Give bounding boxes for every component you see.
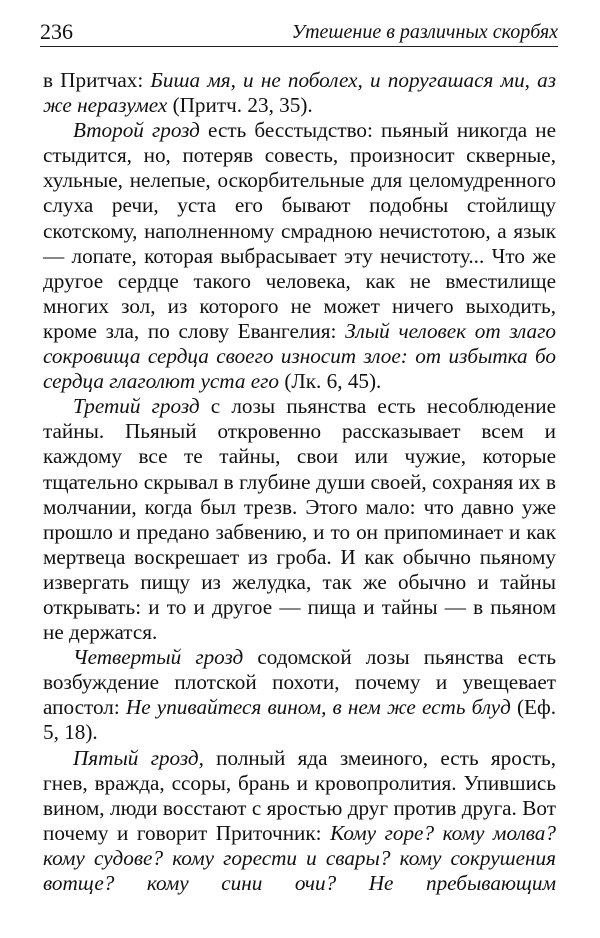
emphasis-term: Пятый грозд, xyxy=(73,745,204,770)
body-text xyxy=(43,68,556,921)
text-run: полный яда змеиного, есть ярость, гнев, вражда, ссоры, брань и кровопролития. Упившись вином, люди восстают с яростью друг против друга. Вот почему и говорит Приточник: xyxy=(43,745,556,845)
text-run: содомской лозы пьянства есть возбуждение плотской похоти, почему и увещевает апостол: xyxy=(43,645,556,720)
paragraph-3 xyxy=(43,394,556,645)
running-header xyxy=(40,10,558,47)
scripture-quote: Кому горе? кому молва? кому судове? кому горести и свары? кому сокрушения вотще? кому сини очи? Не пребывающим xyxy=(43,820,556,895)
citation: (Притч. 23, 35). xyxy=(167,93,313,118)
paragraph-4 xyxy=(43,645,556,745)
page-number: 236 xyxy=(40,19,73,44)
citation: (Лк. 6, 45). xyxy=(279,369,382,394)
text-run: есть бесстыдство: пьяный никогда не стыдится, но, потеряв совесть, произносит скверные, хульные, нелепые, оскорбительные для целомудренного слуха речи, уста его бывают подобны стойлищу скотскому, наполненному смрадною нечистотою, а язык — лопате, которая выбрасывает эту нечистоту... Что же другое сердце такого человека, как не вместилище многих зол, из которого не может ничего выходить, кроме зла, по слову Евангелия: xyxy=(43,118,556,343)
paragraph-1 xyxy=(43,68,556,118)
text-run: в Притчах: xyxy=(43,68,151,92)
emphasis-term: Второй грозд xyxy=(73,118,200,143)
paragraph-2 xyxy=(43,118,556,394)
running-title: Утешение в различных скорбях xyxy=(291,21,558,43)
emphasis-term: Четвертый грозд xyxy=(73,645,244,670)
emphasis-term: Третий грозд xyxy=(73,394,200,419)
citation: (Еф. 5, 18). xyxy=(43,695,556,745)
scripture-quote: Биша мя, и не поболех, и поругашася ми, аз же неразумех xyxy=(43,68,556,118)
paragraph-5 xyxy=(43,746,556,922)
text-run: с лозы пьянства есть несоблюдение тайны. Пьяный откровенно рассказывает всем и каждому все те тайны, свои или чужие, которые тщательно скрывал в глубине души своей, сохраняя их в молчании, когда был трезв. Этого мало: что давно уже прошло и предано забвению, и то он припоминает и как мертвеца воскрешает из гроба. И как обычно пьяному извергать пищу из желудка, так же обычно и тайны открывать: и то и другое — пища и тайны — в пьяном не держатся. xyxy=(43,394,556,645)
scripture-quote: Злый человек от злаго сокровища сердца своего износит злое: от избытка бо сердца глаголют уста его xyxy=(43,318,557,394)
scripture-quote: Не упивайтеся вином, в нем же есть блуд xyxy=(125,695,511,720)
